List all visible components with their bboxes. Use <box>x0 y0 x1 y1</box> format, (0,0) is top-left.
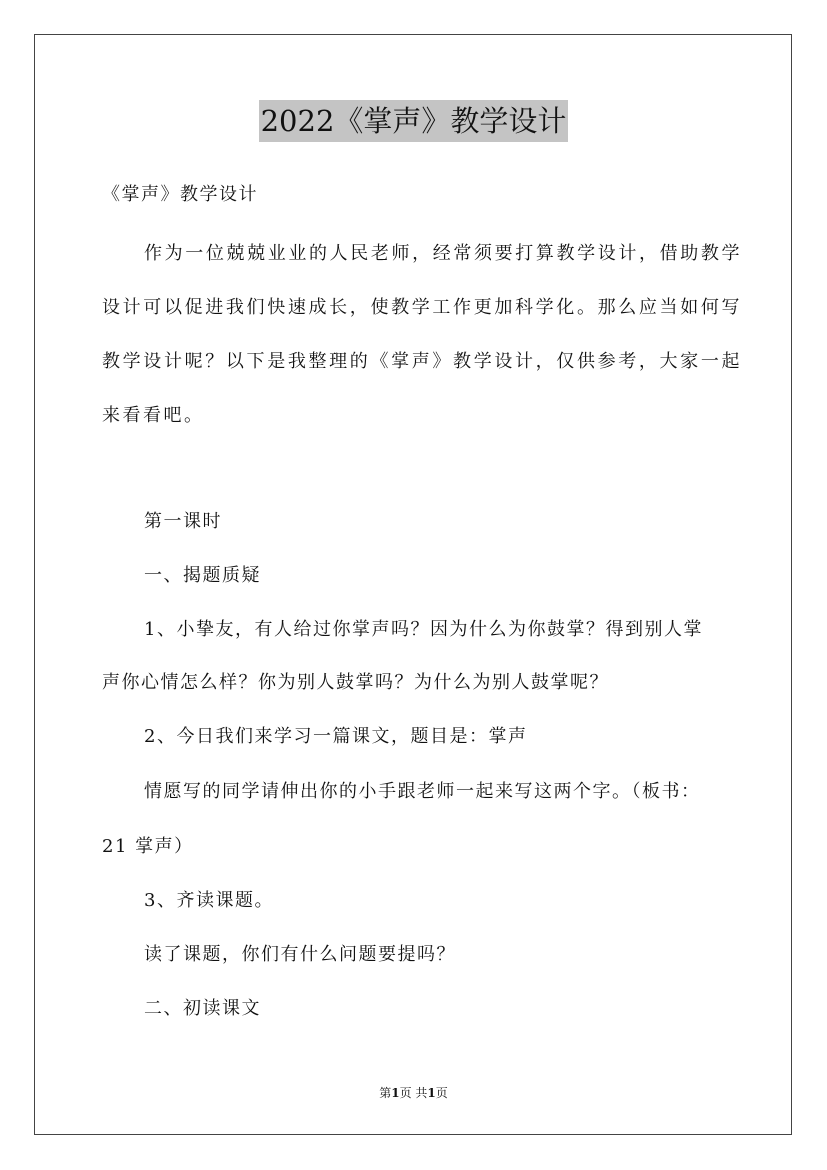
page-footer <box>0 1084 827 1101</box>
lesson-heading: 第一课时 <box>144 511 222 532</box>
section-heading-1: 一、揭题质疑 <box>144 565 261 586</box>
footer-prefix: 第 <box>379 1086 392 1100</box>
item-3: 3、齐读课题。 <box>144 890 274 911</box>
invite-line-1: 情愿写的同学请伸出你的小手跟老师一起来写这两个字。（板书： <box>144 781 701 802</box>
invite-line-2: 21 掌声） <box>102 836 194 857</box>
question-line: 读了课题，你们有什么问题要提吗？ <box>144 944 456 965</box>
section-heading-2: 二、初读课文 <box>144 998 261 1019</box>
footer-page-total: 1 <box>427 1086 436 1100</box>
intro-paragraph: 作为一位兢兢业业的人民老师，经常须要打算教学设计，借助教学设计可以促进我们快速成长，使教学工作更加科学化。那么应当如何写教学设计呢？以下是我整理的《掌声》教学设计，仅供参考，大家一起来看看吧。 <box>102 243 742 426</box>
footer-mid: 页 共 <box>399 1086 428 1100</box>
footer-suffix: 页 <box>435 1086 448 1100</box>
item-2: 2、今日我们来学习一篇课文，题目是：掌声 <box>144 726 528 747</box>
item-1-line-1: 1、小挚友，有人给过你掌声吗？因为什么为你鼓掌？得到别人掌 <box>144 619 703 640</box>
item-1-line-2: 声你心情怎么样？你为别人鼓掌吗？为什么为别人鼓掌呢？ <box>102 672 609 693</box>
document-title <box>0 100 827 142</box>
footer-page-current: 1 <box>391 1086 400 1100</box>
document-subtitle: 《掌声》教学设计 <box>102 184 258 205</box>
document-title-text: 2022《掌声》教学设计 <box>259 100 569 142</box>
